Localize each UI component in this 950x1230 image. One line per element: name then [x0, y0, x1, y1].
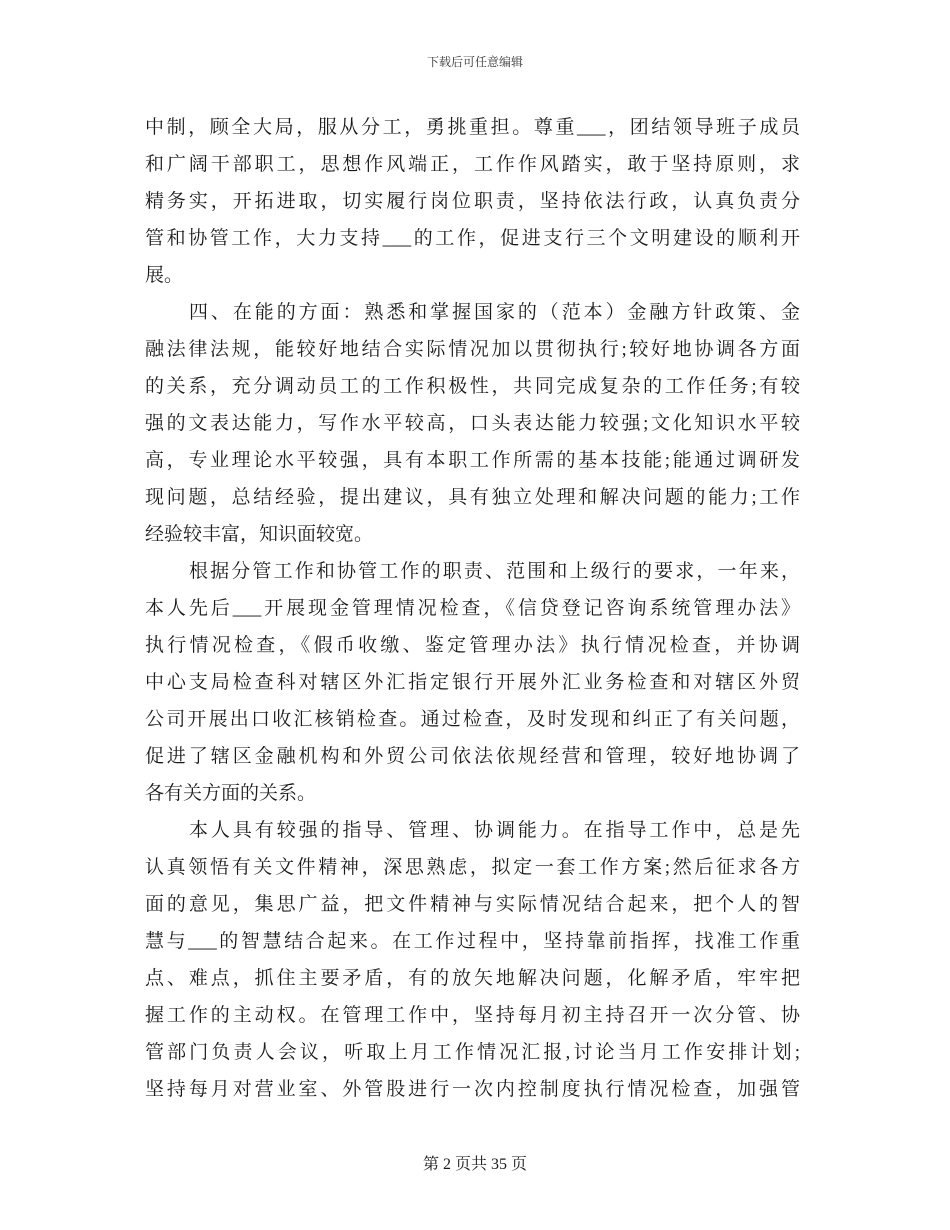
paragraph-abilities — [145, 294, 800, 553]
paragraph-line: 促进了辖区金融机构和外贸公司依法依规经营和管理，较好地协调了 — [145, 746, 800, 767]
paragraph-line: 现问题，总结经验，提出建议，具有独立处理和解决问题的能力;工作 — [145, 487, 800, 508]
paragraph-line: 执行情况检查，《假币收缴、鉴定管理办法》执行情况检查，并协调 — [145, 635, 800, 656]
paragraph-line: 管和协管工作，大力支持___的工作，促进支行三个文明建设的顺利开 — [145, 228, 800, 249]
paragraph-line: 精务实，开拓进取，切实履行岗位职责，坚持依法行政，认真负责分 — [145, 191, 800, 212]
paragraph-line: 四、在能的方面：熟悉和掌握国家的（范本）金融方针政策、金 — [189, 302, 800, 323]
paragraph-line: 点、难点，抓住主要矛盾，有的放矢地解决问题，化解矛盾，牢牢把 — [145, 968, 800, 989]
paragraph-line: 经验较丰富，知识面较宽。 — [145, 524, 374, 545]
paragraph-line: 慧与___的智慧结合起来。在工作过程中，坚持靠前指挥，找准工作重 — [145, 931, 800, 952]
paragraph-continued — [145, 109, 800, 294]
paragraph-line: 融法律法规，能较好地结合实际情况加以贯彻执行;较好地协调各方面 — [145, 339, 800, 360]
paragraph-line: 的关系，充分调动员工的工作积极性，共同完成复杂的工作任务;有较 — [145, 376, 800, 397]
paragraph-line: 认真领悟有关文件精神，深思熟虑，拟定一套工作方案;然后征求各方 — [145, 857, 800, 878]
paragraph-line: 根据分管工作和协管工作的职责、范围和上级行的要求，一年来， — [189, 561, 800, 582]
paragraph-line: 面的意见，集思广益，把文件精神与实际情况结合起来，把个人的智 — [145, 894, 800, 915]
paragraph-line: 坚持每月对营业室、外管股进行一次内控制度执行情况检查，加强管 — [145, 1079, 800, 1100]
paragraph-line: 高，专业理论水平较强，具有本职工作所需的基本技能;能通过调研发 — [145, 450, 800, 471]
paragraph-line: 中制，顾全大局，服从分工，勇挑重担。尊重___，团结领导班子成员 — [145, 117, 800, 138]
paragraph-line: 和广阔干部职工，思想作风端正，工作作风踏实，敢于坚持原则，求 — [145, 154, 800, 175]
paragraph-line: 公司开展出口收汇核销检查。通过检查，及时发现和纠正了有关问题， — [145, 709, 800, 730]
document-body — [145, 109, 800, 1108]
page-number-footer: 第 2 页共 35 页 — [422, 1156, 527, 1173]
paragraph-line: 展。 — [145, 265, 184, 286]
paragraph-leadership — [145, 812, 800, 1108]
paragraph-line: 各有关方面的关系。 — [145, 783, 317, 804]
page-header: 下载后可任意编辑 — [426, 55, 523, 69]
paragraph-line: 握工作的主动权。在管理工作中，坚持每月初主持召开一次分管、协 — [145, 1005, 800, 1026]
paragraph-inspections — [145, 553, 800, 812]
paragraph-line: 强的文表达能力，写作水平较高，口头表达能力较强;文化知识水平较 — [145, 413, 800, 434]
paragraph-line: 本人先后___开展现金管理情况检查，《信贷登记咨询系统管理办法》 — [145, 598, 800, 619]
paragraph-line: 中心支局检查科对辖区外汇指定银行开展外汇业务检查和对辖区外贸 — [145, 672, 800, 693]
paragraph-line: 管部门负责人会议，听取上月工作情况汇报,讨论当月工作安排计划; — [145, 1042, 800, 1063]
paragraph-line: 本人具有较强的指导、管理、协调能力。在指导工作中，总是先 — [189, 820, 800, 841]
